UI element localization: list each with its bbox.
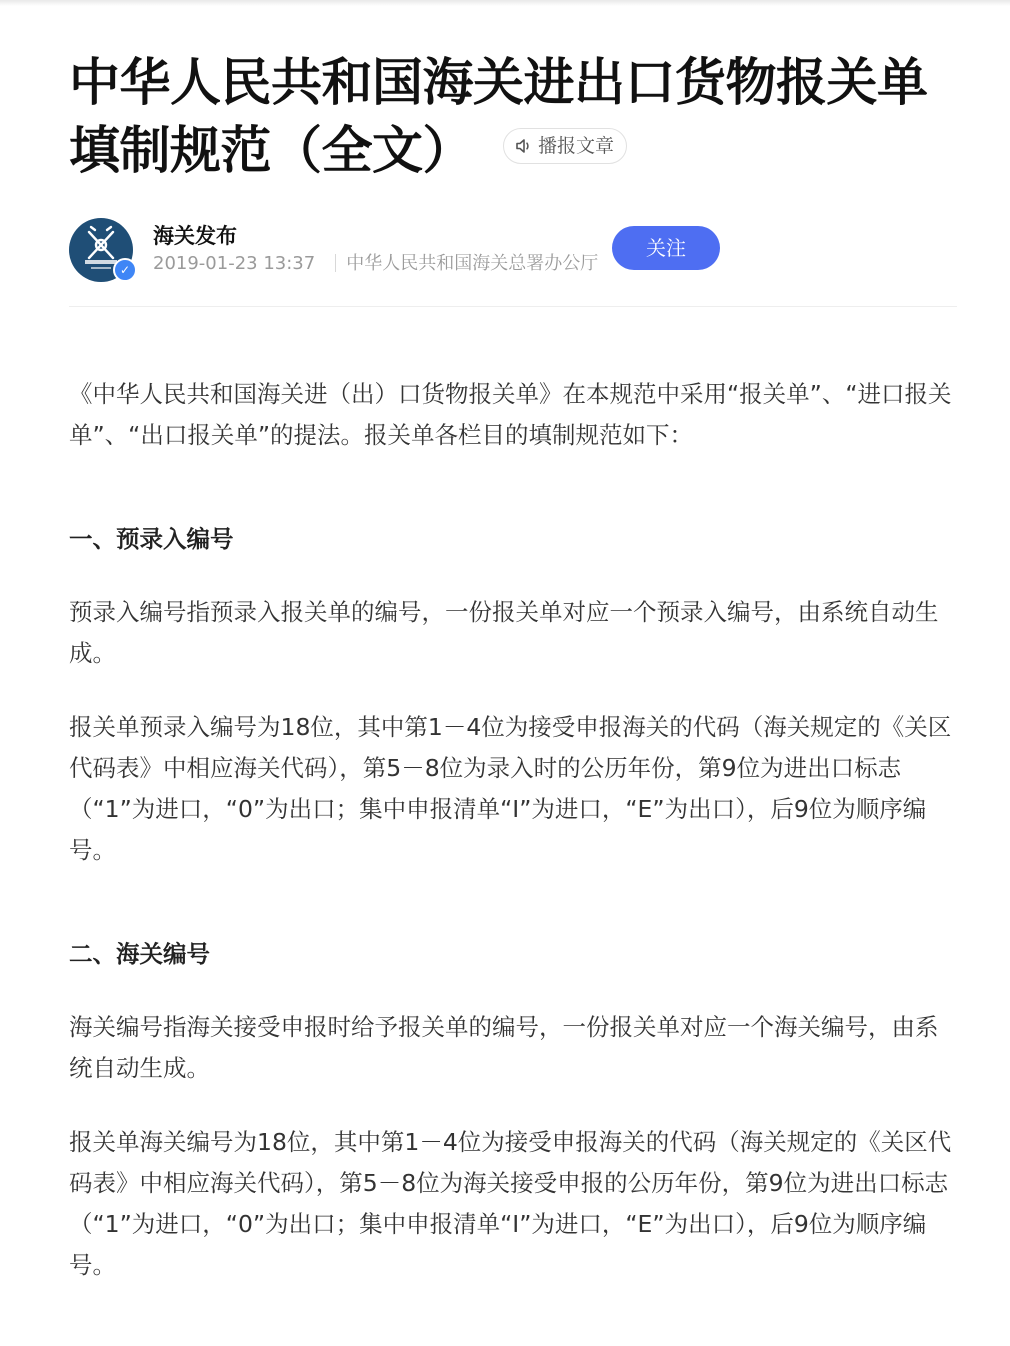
section-paragraph: 报关单预录入编号为18位，其中第1－4位为接受申报海关的代码（海关规定的《关区代码表》中相应海关代码），第5－8位为录入时的公历年份，第9位为进出口标志（“1”为进口，“0”为出口；集中申报清单“I”为进口，“E”为出口），后9位为顺序编号。 <box>69 713 952 864</box>
author-meta <box>153 251 598 277</box>
article <box>69 50 957 1286</box>
verified-badge-icon: ✓ <box>113 258 137 282</box>
author-bar <box>69 218 957 284</box>
section-paragraph: 报关单海关编号为18位，其中第1－4位为接受申报海关的代码（海关规定的《关区代码表》中相应海关代码），第5－8位为海关接受申报的公历年份，第9位为进出口标志（“1”为进口，“0”为出口；集中申报清单“I”为进口，“E”为出口），后9位为顺序编号。 <box>69 1128 952 1279</box>
section-heading: 二、海关编号 <box>69 940 210 968</box>
speaker-icon <box>514 136 534 156</box>
read-article-label: 播报文章 <box>538 135 615 157</box>
follow-button[interactable]: 关注 <box>612 226 720 270</box>
source-name: 中华人民共和国海关总署办公厅 <box>346 253 599 274</box>
read-article-button[interactable] <box>503 128 627 164</box>
author-name[interactable]: 海关发布 <box>153 224 237 248</box>
top-shadow <box>0 0 1010 6</box>
avatar[interactable] <box>69 218 133 282</box>
section-paragraph: 海关编号指海关接受申报时给予报关单的编号，一份报关单对应一个海关编号，由系统自动生成。 <box>69 1013 939 1082</box>
intro-paragraph: 《中华人民共和国海关进（出）口货物报关单》在本规范中采用“报关单”、“进口报关单”、“出口报关单”的提法。报关单各栏目的填制规范如下： <box>69 380 952 449</box>
meta-divider <box>335 254 336 272</box>
article-title <box>69 50 957 186</box>
article-title-text: 中华人民共和国海关进出口货物报关单填制规范（全文） <box>69 54 928 181</box>
header-divider <box>69 306 957 307</box>
section-paragraph: 预录入编号指预录入报关单的编号，一份报关单对应一个预录入编号，由系统自动生成。 <box>69 598 939 667</box>
section-heading: 一、预录入编号 <box>69 525 234 553</box>
publish-date: 2019-01-23 13:37 <box>153 253 316 274</box>
